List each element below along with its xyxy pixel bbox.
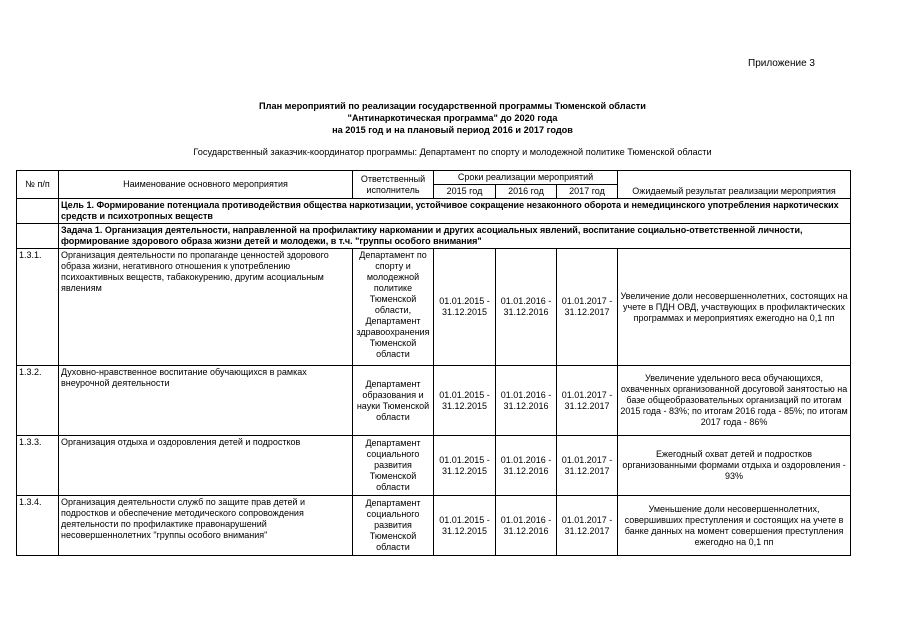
header-row — [17, 171, 851, 185]
header-2016: 2016 год — [496, 185, 557, 199]
table-row — [17, 436, 851, 496]
row-num: 1.3.4. — [17, 496, 59, 556]
row-period-2015: 01.01.2015 - 31.12.2015 — [434, 436, 496, 496]
task-text: Задача 1. Организация деятельности, направленной на профилактику наркомании и других асоциальных явлений, воспитание социально-ответственной личности, формирование здорового образа жизни детей и молодежи, в т.ч. "группы особого внимания" — [59, 224, 851, 249]
table-row — [17, 496, 851, 556]
appendix-label: Приложение 3 — [748, 58, 815, 69]
title-line-2: "Антинаркотическая программа" до 2020 года — [347, 113, 558, 123]
row-executor: Департамент по спорту и молодежной политике Тюменской области, Департамент здравоохранения Тюменской области — [353, 249, 434, 366]
row-name: Организация отдыха и оздоровления детей и подростков — [59, 436, 353, 496]
row-period-2016: 01.01.2016 - 31.12.2016 — [496, 496, 557, 556]
row-period-2016: 01.01.2016 - 31.12.2016 — [496, 366, 557, 436]
row-name: Организация деятельности по пропаганде ценностей здорового образа жизни, негативного отношения к употреблению психоактивных веществ, табакокурению, другим асоциальным явлениям — [59, 249, 353, 366]
header-terms: Сроки реализации мероприятий — [434, 171, 618, 185]
row-name: Организация деятельности служб по защите прав детей и подростков и обеспечение методического сопровождения деятельности по профилактике правонарушений несовершеннолетних "группы особого внимания" — [59, 496, 353, 556]
row-period-2017: 01.01.2017 - 31.12.2017 — [557, 366, 618, 436]
row-num: 1.3.1. — [17, 249, 59, 366]
task-num-cell — [17, 224, 59, 249]
row-period-2017: 01.01.2017 - 31.12.2017 — [557, 249, 618, 366]
row-period-2015: 01.01.2015 - 31.12.2015 — [434, 496, 496, 556]
row-executor: Департамент социального развития Тюменской области — [353, 436, 434, 496]
header-result: Ожидаемый результат реализации мероприятия — [618, 171, 851, 199]
row-name: Духовно-нравственное воспитание обучающихся в рамках внеурочной деятельности — [59, 366, 353, 436]
row-period-2016: 01.01.2016 - 31.12.2016 — [496, 436, 557, 496]
goal-text: Цель 1. Формирование потенциала противодействия общества наркотизации, устойчивое сокращение незаконного оборота и немедицинского употребления наркотических средств и психотропных веществ — [59, 199, 851, 224]
row-result: Уменьшение доли несовершеннолетних, совершивших преступления и состоящих на учете в банке данных на момент совершения преступления ежегодно на 0,1 пп — [618, 496, 851, 556]
title-line-3: на 2015 год и на плановый период 2016 и 2017 годов — [332, 125, 573, 135]
row-period-2017: 01.01.2017 - 31.12.2017 — [557, 436, 618, 496]
plan-table — [16, 170, 851, 556]
table-row — [17, 366, 851, 436]
goal-row — [17, 199, 851, 224]
row-num: 1.3.3. — [17, 436, 59, 496]
row-period-2017: 01.01.2017 - 31.12.2017 — [557, 496, 618, 556]
row-result: Увеличение доли несовершеннолетних, состоящих на учете в ПДН ОВД, участвующих в профилактических программах и мероприятиях ежегодно на 0,1 пп — [618, 249, 851, 366]
goal-num-cell — [17, 199, 59, 224]
row-executor: Департамент социального развития Тюменской области — [353, 496, 434, 556]
customer-line: Государственный заказчик-координатор программы: Департамент по спорту и молодежной политике Тюменской области — [193, 147, 712, 157]
title-line-1: План мероприятий по реализации государственной программы Тюменской области — [259, 101, 646, 111]
header-2015: 2015 год — [434, 185, 496, 199]
header-executor: Ответственный исполнитель — [353, 171, 434, 199]
table-row — [17, 249, 851, 366]
header-name: Наименование основного мероприятия — [59, 171, 353, 199]
row-period-2016: 01.01.2016 - 31.12.2016 — [496, 249, 557, 366]
task-row — [17, 224, 851, 249]
row-result: Увеличение удельного веса обучающихся, охваченных организованной досуговой занятостью на базе общеобразовательных организаций по итогам 2015 года - 83%; по итогам 2016 года - 85%; по итогам 2017 года - 86% — [618, 366, 851, 436]
row-period-2015: 01.01.2015 - 31.12.2015 — [434, 249, 496, 366]
header-2017: 2017 год — [557, 185, 618, 199]
document-title — [0, 100, 905, 136]
row-period-2015: 01.01.2015 - 31.12.2015 — [434, 366, 496, 436]
row-executor: Департамент образования и науки Тюменской области — [353, 366, 434, 436]
header-num: № п/п — [17, 171, 59, 199]
row-num: 1.3.2. — [17, 366, 59, 436]
row-result: Ежегодный охват детей и подростков организованными формами отдыха и оздоровления - 93% — [618, 436, 851, 496]
